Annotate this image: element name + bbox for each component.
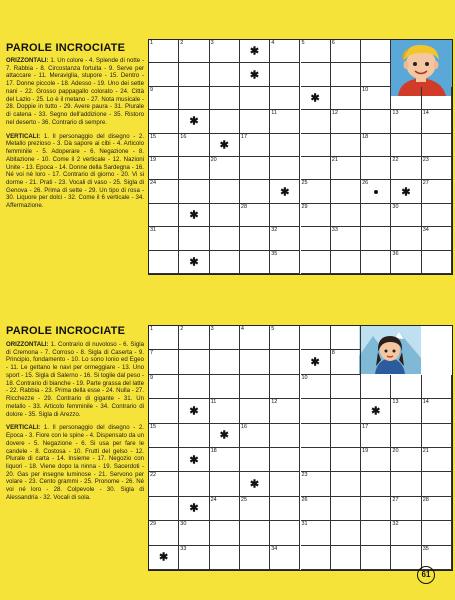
across-clues: 1. Un colore - 4. Splende di notte - 7. Rabbia - 8. Circostanza fortuita - 9. Serve per attaccare - 11. Meraviglia, stupore - 15. Dentro - 17. Donne piccole - 18. Adesso - 19. Uno dei sette nani - 22. Grosso pappagallo colorato - 24. Città del Lazio - 25. Lo è il metano - 27. Nota musicale - 28. Doppie in tutto - 29. Avere paura - 31. Plurale di catena - 33. Segno dell'addizione - 35. Ristoro nel deserto - 36. Contrario di sempre. <box>6 57 144 126</box>
grid-cell[interactable] <box>331 180 361 203</box>
black-star-cell: ✱ <box>249 69 260 82</box>
grid-cell[interactable] <box>422 424 452 448</box>
grid-cell[interactable] <box>331 448 361 472</box>
cell-number: 24 <box>150 180 157 187</box>
grid-cell[interactable] <box>301 87 331 110</box>
grid-cell[interactable] <box>422 375 452 399</box>
cell-number: 28 <box>422 496 429 503</box>
grid-cell[interactable] <box>270 134 300 157</box>
grid-cell[interactable] <box>331 399 361 423</box>
grid-cell[interactable] <box>391 251 421 274</box>
grid-cell[interactable] <box>179 251 209 274</box>
grid-cell[interactable] <box>149 521 179 545</box>
black-star-cell: ✱ <box>189 256 199 269</box>
cell-number: 4 <box>240 326 244 332</box>
grid-cell[interactable] <box>331 157 361 180</box>
grid-cell[interactable] <box>149 424 179 448</box>
cell-number: 36 <box>392 250 399 257</box>
cell-number: 8 <box>331 350 335 357</box>
grid-cell[interactable] <box>179 521 209 545</box>
down-clues: 1. Il personaggio del disegno - 2. Metallo prezioso - 3. Dà sapore ai cibi - 4. Articolo femminile - 5. Adoperare - 6. Negazione - 8. Abitazione - 10. Come il 2 verticale - 12. Nazioni Unite - 13. Epoca - 14. Donne della Sardegna - 16. Né voi né loro - 17. Contrario di giorno - 20. Vi si dorme - 21. Prati - 23. Vocali di vaso - 25. Sigla di Genova - 26. Prima di sette - 29. Un tipo di rosa - 30. Liquore per dolci - 32. Come il 6 verticale - 34. Affermazione. <box>6 132 144 210</box>
grid-cell[interactable] <box>361 227 391 250</box>
grid-cell[interactable] <box>179 326 209 350</box>
grid-cell[interactable] <box>331 546 361 570</box>
grid-cell[interactable] <box>210 326 240 350</box>
grid-cell[interactable] <box>240 424 270 448</box>
grid-cell[interactable] <box>391 424 421 448</box>
mountain-girl-illustration <box>359 326 421 374</box>
grid-cell[interactable] <box>210 110 240 133</box>
black-star-cell: ✱ <box>189 502 199 515</box>
grid-cell[interactable] <box>361 204 391 227</box>
grid-cell[interactable] <box>422 227 452 250</box>
grid-cell[interactable] <box>391 87 421 110</box>
grid-cell[interactable] <box>240 204 270 227</box>
grid-cell[interactable] <box>391 497 421 521</box>
cell-number: 32 <box>271 227 278 234</box>
black-star-cell: ✱ <box>310 92 320 105</box>
grid-cell[interactable] <box>361 40 391 63</box>
grid-cell[interactable] <box>240 180 270 203</box>
grid-cell[interactable] <box>361 472 391 496</box>
grid-cell[interactable] <box>149 40 179 63</box>
grid-cell[interactable] <box>149 350 179 374</box>
page-number: 61 <box>417 566 435 584</box>
grid-cell[interactable] <box>240 251 270 274</box>
grid-cell[interactable] <box>361 521 391 545</box>
puzzle-title: PAROLE INCROCIATE <box>6 325 126 337</box>
grid-cell[interactable] <box>391 157 421 180</box>
cell-number: 31 <box>301 521 308 528</box>
grid-cell[interactable] <box>210 497 240 521</box>
grid-cell[interactable] <box>422 87 452 110</box>
cell-number: 26 <box>362 180 369 187</box>
grid-cell[interactable] <box>210 350 240 374</box>
black-star-cell: ✱ <box>189 209 199 222</box>
cell-number: 15 <box>150 133 157 140</box>
grid-cell[interactable] <box>270 63 300 86</box>
grid-cell[interactable] <box>361 497 391 521</box>
grid-cell[interactable] <box>240 326 270 350</box>
grid-cell[interactable] <box>179 87 209 110</box>
grid-cell[interactable] <box>391 110 421 133</box>
grid-cell[interactable] <box>210 134 240 157</box>
grid-cell[interactable] <box>422 110 452 133</box>
grid-cell[interactable] <box>301 472 331 496</box>
grid-cell[interactable] <box>422 472 452 496</box>
cell-number: 33 <box>180 545 187 552</box>
grid-cell[interactable] <box>331 204 361 227</box>
across-label: ORIZZONTALI: <box>6 341 49 348</box>
grid-cell[interactable] <box>270 350 300 374</box>
grid-cell[interactable] <box>422 448 452 472</box>
black-star-cell: ✱ <box>189 454 199 467</box>
grid-cell[interactable] <box>331 375 361 399</box>
grid-cell[interactable] <box>301 546 331 570</box>
cell-number: 28 <box>240 203 248 210</box>
cell-number: 22 <box>392 157 399 163</box>
cell-number: 32 <box>392 521 399 528</box>
grid-cell[interactable] <box>391 134 421 157</box>
grid-cell[interactable] <box>391 227 421 250</box>
grid-cell[interactable] <box>361 157 391 180</box>
grid-cell[interactable] <box>301 521 331 545</box>
grid-cell[interactable] <box>179 204 209 227</box>
grid-cell[interactable] <box>210 448 240 472</box>
cell-number: 30 <box>180 521 187 528</box>
grid-cell[interactable] <box>149 497 179 521</box>
grid-cell[interactable] <box>210 546 240 570</box>
grid-cell[interactable] <box>270 227 300 250</box>
black-star-cell: ✱ <box>249 478 260 491</box>
cell-number: 5 <box>301 40 305 46</box>
cell-number: 17 <box>362 423 369 430</box>
grid-cell[interactable] <box>422 204 452 227</box>
grid-cell[interactable] <box>240 227 270 250</box>
grid-cell[interactable] <box>179 424 209 448</box>
grid-cell[interactable] <box>179 157 209 180</box>
black-star-cell: ✱ <box>159 551 169 564</box>
grid-cell[interactable] <box>301 204 331 227</box>
grid-cell[interactable] <box>149 180 179 203</box>
grid-cell[interactable] <box>210 40 240 63</box>
grid-cell[interactable] <box>331 40 361 63</box>
grid-cell[interactable] <box>301 40 331 63</box>
crossword-grid <box>148 325 453 571</box>
grid-cell[interactable] <box>240 40 270 63</box>
grid-cell[interactable] <box>270 204 300 227</box>
grid-cell[interactable] <box>331 424 361 448</box>
grid-cell[interactable] <box>391 546 421 570</box>
grid-cell[interactable] <box>301 375 331 399</box>
grid-cell[interactable] <box>331 87 361 110</box>
cell-number: 9 <box>150 86 154 93</box>
cell-number: 23 <box>301 472 308 479</box>
grid-cell[interactable] <box>149 157 179 180</box>
grid-cell[interactable] <box>331 326 361 350</box>
grid-cell[interactable] <box>331 110 361 133</box>
black-star-cell: ✱ <box>189 115 199 128</box>
grid-cell[interactable] <box>240 350 270 374</box>
across-clues: 1. Contrario di nuvoloso - 6. Sigla di Cremona - 7. Corroso - 8. Sigla di Caserta - 9. Principio, fondamento - 10. Lo sono Ionio ed Egeo - 11. Le gettano le navi per ormeggiare - 13. Uno sport - 15. Sigla di Salerno - 16. Si toglie dal peso - 18. Contrario di bianche - 19. Parte grassa del latte - 22. Rabbia - 23. Prima della esse - 24. Nulla - 27. Ricchezze - 29. Contrario di gigante - 31. Un metallo - 33. Articolo femminile - 34. Contrario di dolore - 35. Sigla di Arezzo. <box>6 341 144 418</box>
cell-number: 15 <box>150 423 157 430</box>
grid-cell[interactable] <box>240 497 270 521</box>
grid-cell[interactable] <box>301 134 331 157</box>
grid-cell[interactable] <box>270 546 300 570</box>
grid-cell[interactable] <box>301 424 331 448</box>
grid-cell[interactable] <box>361 63 391 86</box>
puzzle-title: PAROLE INCROCIATE <box>6 42 126 54</box>
grid-cell[interactable] <box>331 227 361 250</box>
grid-cell[interactable] <box>210 424 240 448</box>
grid-cell[interactable] <box>422 134 452 157</box>
grid-cell[interactable] <box>331 350 361 374</box>
grid-cell[interactable] <box>149 546 179 570</box>
cell-number: 11 <box>271 110 277 117</box>
grid-cell[interactable] <box>270 424 300 448</box>
grid-cell[interactable] <box>422 157 452 180</box>
cell-number: 26 <box>301 496 308 503</box>
cell-number: 1 <box>150 326 154 332</box>
black-star-cell: ✱ <box>249 45 260 58</box>
grid-cell[interactable] <box>149 204 179 227</box>
grid-cell[interactable] <box>270 87 300 110</box>
cell-number: 13 <box>392 110 399 117</box>
grid-cell[interactable] <box>270 40 300 63</box>
grid-cell[interactable] <box>270 180 300 203</box>
grid-cell[interactable] <box>210 251 240 274</box>
cell-number: 21 <box>331 157 338 163</box>
grid-cell[interactable] <box>270 110 300 133</box>
cell-number: 2 <box>180 326 184 332</box>
grid-cell[interactable] <box>149 251 179 274</box>
grid-cell[interactable] <box>179 134 209 157</box>
cell-number: 33 <box>331 227 338 234</box>
cell-number: 34 <box>271 545 278 552</box>
black-star-cell: ✱ <box>310 356 320 369</box>
cell-number: 20 <box>210 157 217 163</box>
grid-cell[interactable] <box>270 448 300 472</box>
cell-number: 34 <box>422 227 429 234</box>
grid-cell[interactable] <box>331 63 361 86</box>
dot-mark <box>374 190 378 194</box>
grid-cell[interactable] <box>179 350 209 374</box>
cell-number: 25 <box>301 180 308 187</box>
grid-cell[interactable] <box>179 448 209 472</box>
black-star-cell: ✱ <box>219 139 229 152</box>
grid-cell[interactable] <box>361 180 391 203</box>
grid-cell[interactable] <box>270 157 300 180</box>
cell-number: 35 <box>422 545 429 552</box>
grid-cell[interactable] <box>179 63 209 86</box>
grid-cell[interactable] <box>391 204 421 227</box>
grid-cell[interactable] <box>149 63 179 86</box>
grid-cell[interactable] <box>179 399 209 423</box>
grid-cell[interactable] <box>210 63 240 86</box>
grid-cell[interactable] <box>149 134 179 157</box>
cell-number: 9 <box>150 374 154 381</box>
grid-cell[interactable] <box>179 40 209 63</box>
cell-number: 17 <box>240 133 248 140</box>
grid-cell[interactable] <box>240 157 270 180</box>
grid-cell[interactable] <box>179 546 209 570</box>
crossword-grid <box>148 39 453 275</box>
grid-cell[interactable] <box>301 399 331 423</box>
grid-cell[interactable] <box>301 180 331 203</box>
cell-number: 10 <box>301 374 308 381</box>
black-star-cell: ✱ <box>280 186 290 199</box>
grid-cell[interactable] <box>361 375 391 399</box>
grid-cell[interactable] <box>331 521 361 545</box>
grid-cell[interactable] <box>179 180 209 203</box>
cell-number: 4 <box>271 40 275 46</box>
cell-number: 35 <box>271 250 278 257</box>
cell-number: 3 <box>210 326 214 332</box>
grid-cell[interactable] <box>270 521 300 545</box>
grid-cell[interactable] <box>210 399 240 423</box>
cell-number: 27 <box>392 496 399 503</box>
grid-cell[interactable] <box>422 180 452 203</box>
grid-cell[interactable] <box>179 472 209 496</box>
grid-cell[interactable] <box>301 227 331 250</box>
cell-number: 29 <box>150 521 157 528</box>
cell-number: 24 <box>210 496 217 503</box>
grid-cell[interactable] <box>240 521 270 545</box>
grid-cell[interactable] <box>361 448 391 472</box>
grid-cell[interactable] <box>270 399 300 423</box>
grid-cell[interactable] <box>210 87 240 110</box>
grid-cell[interactable] <box>210 472 240 496</box>
cell-number: 3 <box>210 40 214 46</box>
grid-cell[interactable] <box>391 180 421 203</box>
grid-cell[interactable] <box>331 134 361 157</box>
cell-number: 12 <box>271 399 278 406</box>
across-label: ORIZZONTALI: <box>6 57 49 64</box>
cell-number: 2 <box>180 40 184 46</box>
grid-cell[interactable] <box>149 472 179 496</box>
cell-number: 30 <box>392 203 399 210</box>
grid-cell[interactable] <box>240 63 270 86</box>
grid-cell[interactable] <box>391 448 421 472</box>
grid-cell[interactable] <box>301 350 331 374</box>
grid-cell[interactable] <box>240 399 270 423</box>
cell-number: 23 <box>422 157 429 163</box>
cell-number: 18 <box>362 133 369 140</box>
grid-cell[interactable] <box>210 521 240 545</box>
grid-cell[interactable] <box>361 546 391 570</box>
grid-cell[interactable] <box>361 399 391 423</box>
grid-cell[interactable] <box>331 497 361 521</box>
grid-cell[interactable] <box>179 375 209 399</box>
cell-number: 29 <box>301 203 308 210</box>
cell-number: 14 <box>422 399 429 406</box>
grid-cell[interactable] <box>270 251 300 274</box>
grid-cell[interactable] <box>210 227 240 250</box>
grid-cell[interactable] <box>361 134 391 157</box>
grid-cell[interactable] <box>301 497 331 521</box>
black-star-cell: ✱ <box>401 186 411 199</box>
cell-number: 27 <box>422 180 429 187</box>
grid-cell[interactable] <box>179 227 209 250</box>
black-star-cell: ✱ <box>189 405 199 418</box>
grid-cell[interactable] <box>331 472 361 496</box>
grid-cell[interactable] <box>301 63 331 86</box>
down-clues: 1. Il personaggio del disegno - 2. Epoca - 3. Fiore con le spine - 4. Dispensato da un dovere - 5. Negazione - 6. Si usa per fare le candele - 8. Costosa - 10. Frutti del gelso - 12. Plurale di carta - 14. Insieme - 17. Negozio con liquori - 18. Viene dopo la ninna - 19. Sacerdoti - 20. Gas per insegne luminose - 21. Servono per volare - 23. Cento grammi - 25. Pronome - 26. Né voi né loro - 28. Colpevole - 30. Sigla di Alessandria - 32. Vocali di sola. <box>6 424 144 501</box>
grid-cell[interactable] <box>361 110 391 133</box>
grid-cell[interactable] <box>301 326 331 350</box>
grid-cell[interactable] <box>361 87 391 110</box>
grid-cell[interactable] <box>240 448 270 472</box>
cell-number: 5 <box>271 326 275 332</box>
cell-number: 18 <box>210 448 217 454</box>
cell-number: 19 <box>150 157 157 163</box>
grid-cell[interactable] <box>422 521 452 545</box>
grid-cell[interactable] <box>149 87 179 110</box>
grid-cell[interactable] <box>210 157 240 180</box>
grid-cell[interactable] <box>240 134 270 157</box>
grid-cell[interactable] <box>270 326 300 350</box>
cell-number: 21 <box>422 448 429 454</box>
grid-cell[interactable] <box>301 448 331 472</box>
grid-cell[interactable] <box>422 251 452 274</box>
cell-number: 19 <box>362 448 369 454</box>
grid-cell[interactable] <box>361 424 391 448</box>
grid-cell[interactable] <box>391 521 421 545</box>
grid-cell[interactable] <box>301 110 331 133</box>
grid-cell[interactable] <box>240 472 270 496</box>
grid-cell[interactable] <box>391 375 421 399</box>
grid-cell[interactable] <box>149 448 179 472</box>
down-label: VERTICALI: <box>6 132 41 140</box>
grid-cell[interactable] <box>149 110 179 133</box>
grid-cell[interactable] <box>210 180 240 203</box>
cell-number: 20 <box>392 448 399 454</box>
grid-cell[interactable] <box>301 251 331 274</box>
down-label: VERTICALI: <box>6 424 41 432</box>
grid-cell[interactable] <box>422 399 452 423</box>
grid-cell[interactable] <box>391 472 421 496</box>
grid-cell[interactable] <box>240 110 270 133</box>
grid-cell[interactable] <box>149 399 179 423</box>
cell-number: 1 <box>150 40 154 46</box>
grid-cell[interactable] <box>179 110 209 133</box>
cell-number: 25 <box>240 496 248 503</box>
grid-cell[interactable] <box>149 326 179 350</box>
grid-cell[interactable] <box>179 497 209 521</box>
grid-cell[interactable] <box>270 375 300 399</box>
grid-cell[interactable] <box>422 497 452 521</box>
clues-block <box>6 341 144 502</box>
cell-number: 13 <box>392 399 399 406</box>
cell-number: 16 <box>180 133 187 140</box>
grid-cell[interactable] <box>301 157 331 180</box>
black-star-cell: ✱ <box>371 405 381 418</box>
grid-cell[interactable] <box>149 375 179 399</box>
cell-number: 16 <box>240 423 248 430</box>
cell-number: 6 <box>331 40 335 46</box>
cell-number: 7 <box>150 350 154 357</box>
grid-cell[interactable] <box>149 227 179 250</box>
grid-cell[interactable] <box>240 375 270 399</box>
cell-number: 11 <box>210 399 217 406</box>
cell-number: 31 <box>150 227 157 234</box>
grid-cell[interactable] <box>210 204 240 227</box>
grid-cell[interactable] <box>361 251 391 274</box>
grid-cell[interactable] <box>240 87 270 110</box>
grid-cell[interactable] <box>270 497 300 521</box>
cell-number: 14 <box>422 110 429 117</box>
cell-number: 22 <box>150 472 157 479</box>
grid-cell[interactable] <box>210 375 240 399</box>
cell-number: 12 <box>331 110 338 117</box>
grid-cell[interactable] <box>270 472 300 496</box>
clues-block <box>6 57 144 210</box>
black-star-cell: ✱ <box>219 429 229 442</box>
cell-number: 10 <box>362 86 369 93</box>
grid-cell[interactable] <box>331 251 361 274</box>
grid-cell[interactable] <box>391 399 421 423</box>
grid-cell[interactable] <box>240 546 270 570</box>
